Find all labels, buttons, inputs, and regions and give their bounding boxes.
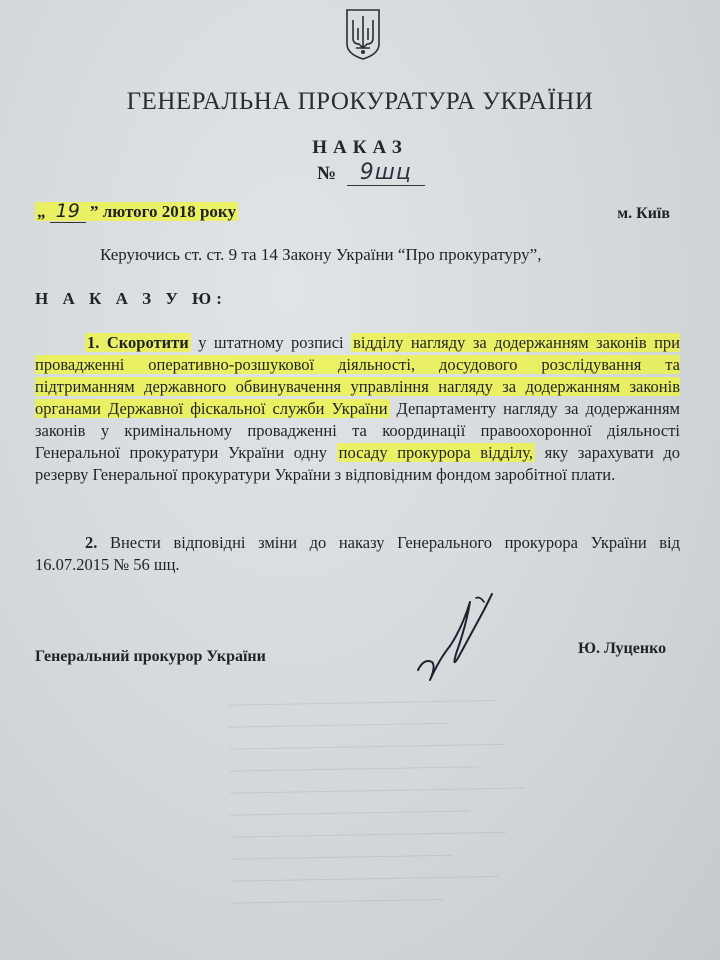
organization-title: ГЕНЕРАЛЬНА ПРОКУРАТУРА УКРАЇНИ [126,88,594,115]
item1-text-part1: у штатному розписі [198,333,344,352]
signatory-position: Генеральний прокурор України [35,648,266,665]
trident-emblem-icon [343,8,383,60]
order-date [35,200,238,223]
document-title: НАКАЗ [312,137,408,158]
preamble: Керуючись ст. ст. 9 та 14 Закону України “Про прокуратуру”, [100,245,542,264]
item1-highlighted-department: відділу нагляду за додержанням законів при провадженні оперативно-розшукової діяльності, досудового розслідування та підтриманням державного обвинувачення управління нагляду за додержанням законів органами Державної фіскальної служби України [35,333,681,418]
bleed-through-text: ───────────────────────────── ──────────────────────── ────────────────────────────── ─────────────────────────── ──────────────────────────────── ────────────────────────── ────────────────────────────── ──────────────────────── ───────────────────────────── ─────────────────────── [227,692,525,911]
handwritten-order-number: 9шц [347,160,425,186]
item2-text: Внести відповідні зміни до наказу Генерального прокурора України від 16.07.2015 № 56 шц. [35,533,680,574]
city: м. Київ [617,205,670,222]
order-heading: Н А К А З У Ю: [35,289,227,308]
item1-text-part2: Департаменту нагляду за додержанням законів у кримінальному провадженні та координації правоохоронної діяльності Генеральної прокуратури України одну [35,399,680,462]
date-month-year: лютого 2018 року [102,202,236,221]
item1-lead: 1. Скоротити [87,333,189,352]
handwritten-signature [410,588,520,688]
date-day: 19 [50,200,86,223]
item1-highlighted-position: посаду прокурора відділу, [338,443,534,462]
order-item-2 [35,532,680,576]
item1-text-part3: яку зарахувати до резерву Генеральної прокуратури України з відповідним фондом заробітної плати. [35,443,680,484]
date-open-quote: „ [37,202,46,221]
number-sign: № [317,163,337,184]
date-highlight [35,202,238,221]
item2-number: 2. [85,533,98,552]
order-item-1 [35,332,680,486]
date-close-quote: ” [90,202,99,221]
signatory-name: Ю. Луценко [578,640,667,657]
order-number [317,160,425,186]
